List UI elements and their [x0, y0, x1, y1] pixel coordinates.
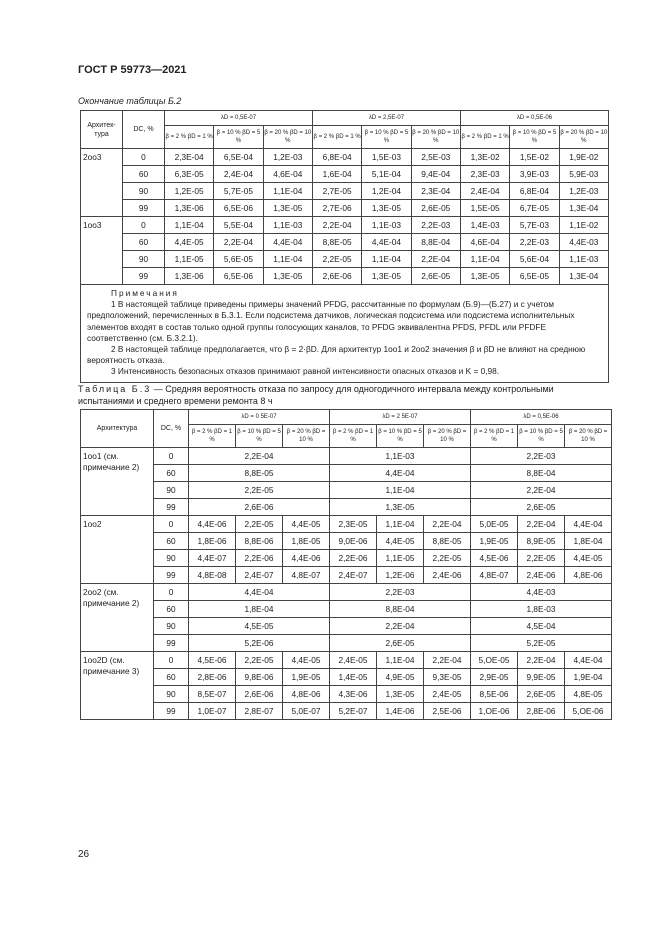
value-cell: 1,8E-04 [565, 533, 612, 550]
value-cell: 9,4E-04 [411, 166, 460, 183]
value-cell: 1,3E-06 [164, 200, 213, 217]
table2-caption [78, 383, 608, 407]
beta-header: β = 20 % βD = 10 % [263, 126, 312, 149]
value-cell: 1,1E-04 [263, 183, 312, 200]
value-cell: 2,2E-04 [330, 618, 471, 635]
value-cell: 2,6E-06 [312, 268, 361, 285]
value-cell: 5,7E-05 [214, 183, 263, 200]
value-cell: 2,4E-04 [460, 183, 509, 200]
value-cell: 2,2E-06 [236, 550, 283, 567]
value-cell: 1,2E-05 [164, 183, 213, 200]
value-cell: 2,2E-04 [518, 516, 565, 533]
value-cell: 3,9E-03 [510, 166, 559, 183]
value-cell: 1,1E-03 [330, 448, 471, 465]
dc-cell: 90 [154, 686, 189, 703]
value-cell: 1,3E-05 [330, 499, 471, 516]
value-cell: 2,2E-06 [330, 550, 377, 567]
table-row [81, 567, 612, 584]
notes-cell [81, 285, 609, 383]
value-cell: 2,2E-03 [411, 217, 460, 234]
value-cell: 8,8E-05 [189, 465, 330, 482]
table-row [81, 669, 612, 686]
dc-cell: 99 [122, 200, 164, 217]
table-row [81, 217, 609, 234]
value-cell: 4,8E-06 [283, 686, 330, 703]
value-cell: 2,5E-03 [411, 149, 460, 166]
value-cell: 2,2E-04 [471, 482, 612, 499]
architecture-cell: 1oo1 (см. примечание 2) [81, 448, 154, 516]
value-cell: 2,4E-06 [518, 567, 565, 584]
value-cell: 1,3E-05 [263, 268, 312, 285]
value-cell: 1,2E-03 [263, 149, 312, 166]
value-cell: 1,1E-04 [330, 482, 471, 499]
page-number: 26 [78, 849, 90, 860]
table-row [81, 482, 612, 499]
value-cell: 2,2E-05 [236, 516, 283, 533]
table-row [81, 601, 612, 618]
value-cell: 1,3E-05 [362, 268, 411, 285]
value-cell: 2,2E-04 [424, 516, 471, 533]
dc-cell: 0 [122, 149, 164, 166]
table-row [81, 183, 609, 200]
value-cell: 5,5E-04 [214, 217, 263, 234]
value-cell: 1,3E-05 [460, 268, 509, 285]
dc-cell: 0 [154, 652, 189, 669]
value-cell: 8,9E-05 [518, 533, 565, 550]
column-header-dc: DC, % [122, 111, 164, 149]
value-cell: 1,3E-05 [362, 200, 411, 217]
dc-cell: 90 [154, 482, 189, 499]
dc-cell: 60 [154, 533, 189, 550]
column-header-architecture: Архитектура [81, 410, 154, 448]
value-cell: 8,8E-06 [236, 533, 283, 550]
table-row [81, 635, 612, 652]
value-cell: 5,6E-05 [214, 251, 263, 268]
table-row [81, 550, 612, 567]
value-cell: 2,2E-05 [312, 251, 361, 268]
value-cell: 1,1E-03 [362, 217, 411, 234]
beta-header: β = 20 % βD = 10 % [424, 425, 471, 448]
value-cell: 1,3E-04 [559, 268, 608, 285]
value-cell: 8,8E-04 [471, 465, 612, 482]
lambda-group-header: λD = 0,5E-06 [460, 111, 608, 126]
dc-cell: 90 [154, 618, 189, 635]
beta-header: β = 20 % βD = 10 % [565, 425, 612, 448]
architecture-cell: 1oo2 [81, 516, 154, 584]
value-cell: 4,4E-05 [377, 533, 424, 550]
dc-cell: 99 [154, 499, 189, 516]
table2-caption-text: — Средняя вероятность отказа по запросу для одногодичного интервала между контрольными испытаниями и среднего времени ремонта 8 ч [78, 384, 554, 406]
value-cell: 4,4E-07 [189, 550, 236, 567]
value-cell: 9,9E-05 [518, 669, 565, 686]
value-cell: 4,3E-06 [330, 686, 377, 703]
value-cell: 1,5E-05 [460, 200, 509, 217]
dc-cell: 99 [154, 567, 189, 584]
value-cell: 1,8E-06 [189, 533, 236, 550]
column-header-dc: DC, % [154, 410, 189, 448]
value-cell: 4,4E-03 [559, 234, 608, 251]
table-row [81, 499, 612, 516]
dc-cell: 99 [154, 635, 189, 652]
value-cell: 2,6E-05 [330, 635, 471, 652]
value-cell: 2,2E-05 [424, 550, 471, 567]
beta-header: β = 10 % βD = 5 % [510, 126, 559, 149]
value-cell: 4,4E-04 [565, 516, 612, 533]
value-cell: 1,1E-05 [377, 550, 424, 567]
value-cell: 2,6E-06 [236, 686, 283, 703]
beta-header: β = 2 % βD = 1 % [460, 126, 509, 149]
value-cell: 1,5E-03 [362, 149, 411, 166]
beta-header: β = 2 % βD = 1 % [189, 425, 236, 448]
value-cell: 9,0E-06 [330, 533, 377, 550]
value-cell: 1,4E-05 [330, 669, 377, 686]
value-cell: 2,4E-07 [330, 567, 377, 584]
value-cell: 1,2E-06 [377, 567, 424, 584]
value-cell: 4,8E-06 [565, 567, 612, 584]
beta-header: β = 10 % βD = 5 % [377, 425, 424, 448]
beta-header: β = 20 % βD = 10 % [283, 425, 330, 448]
value-cell: 1,1E-03 [559, 251, 608, 268]
dc-cell: 60 [154, 465, 189, 482]
column-header-architecture: Архитек-тура [81, 111, 123, 149]
value-cell: 4,8E-08 [189, 567, 236, 584]
value-cell: 4,5E-06 [471, 550, 518, 567]
dc-cell: 90 [122, 251, 164, 268]
value-cell: 5,7E-03 [510, 217, 559, 234]
value-cell: 5,2E-06 [189, 635, 330, 652]
table-row [81, 686, 612, 703]
value-cell: 2,2E-05 [236, 652, 283, 669]
value-cell: 9,3E-05 [424, 669, 471, 686]
architecture-cell: 1oo2D (см. примечание 3) [81, 652, 154, 720]
table-row [81, 234, 609, 251]
value-cell: 8,5E-06 [471, 686, 518, 703]
value-cell: 2,5E-06 [424, 703, 471, 720]
dc-cell: 99 [122, 268, 164, 285]
notes-title: Примечания [111, 288, 179, 298]
value-cell: 4,4E-05 [283, 516, 330, 533]
value-cell: 4,4E-04 [330, 465, 471, 482]
beta-header: β = 10 % βD = 5 % [518, 425, 565, 448]
value-cell: 4,4E-04 [263, 234, 312, 251]
lambda-group-header: λD = 0,5E-07 [164, 111, 312, 126]
value-cell: 5,6E-04 [510, 251, 559, 268]
dc-cell: 99 [154, 703, 189, 720]
lambda-group-header: λD = 0 5E-07 [189, 410, 330, 425]
lambda-group-header: λD = 0,5E-06 [471, 410, 612, 425]
value-cell: 1,8E-03 [471, 601, 612, 618]
architecture-cell: 1oo3 [81, 217, 123, 285]
value-cell: 1,1E-04 [263, 251, 312, 268]
lambda-group-header: λD = 2,5E-07 [312, 111, 460, 126]
dc-cell: 60 [122, 234, 164, 251]
note-text: 2 В настоящей таблице предполагается, что β = 2·βD. Для архитектур 1oo1 и 2oo2 значения β и βD не влияют на среднюю вероятность отказа. [87, 344, 586, 366]
value-cell: 4,4E-06 [189, 516, 236, 533]
value-cell: 2,2E-05 [189, 482, 330, 499]
value-cell: 2,6E-05 [518, 686, 565, 703]
value-cell: 1,2E-03 [559, 183, 608, 200]
table-row [81, 533, 612, 550]
dc-cell: 90 [154, 550, 189, 567]
architecture-cell: 2oo3 [81, 149, 123, 217]
value-cell: 2,2E-04 [312, 217, 361, 234]
table-row [81, 166, 609, 183]
value-cell: 2,6E-05 [411, 200, 460, 217]
value-cell: 5,1E-04 [362, 166, 411, 183]
value-cell: 1,OE-06 [471, 703, 518, 720]
value-cell: 5,9E-03 [559, 166, 608, 183]
value-cell: 1,3E-05 [377, 686, 424, 703]
value-cell: 4,4E-05 [283, 652, 330, 669]
dc-cell: 60 [154, 601, 189, 618]
value-cell: 2,4E-04 [214, 166, 263, 183]
beta-header: β = 10 % βD = 5 % [214, 126, 263, 149]
value-cell: 1,8E-05 [283, 533, 330, 550]
value-cell: 1,1E-03 [263, 217, 312, 234]
value-cell: 2,7E-05 [312, 183, 361, 200]
beta-header: β = 20 % βD = 10 % [559, 126, 608, 149]
value-cell: 2,8E-07 [236, 703, 283, 720]
value-cell: 4,8E-07 [471, 567, 518, 584]
value-cell: 1,9E-04 [565, 669, 612, 686]
value-cell: 1,9E-02 [559, 149, 608, 166]
table-row [81, 200, 609, 217]
table2-caption-label: Таблица Б.3 [78, 384, 152, 394]
value-cell: 4,5E-04 [471, 618, 612, 635]
value-cell: 2,2E-04 [424, 652, 471, 669]
value-cell: 2,2E-04 [189, 448, 330, 465]
value-cell: 4,6E-04 [263, 166, 312, 183]
value-cell: 4,4E-04 [189, 584, 330, 601]
value-cell: 2,3E-04 [411, 183, 460, 200]
value-cell: 2,3E-04 [164, 149, 213, 166]
value-cell: 2,6E-05 [471, 499, 612, 516]
value-cell: 6,5E-05 [510, 268, 559, 285]
beta-header: β = 10 % βD = 5 % [236, 425, 283, 448]
note-text: 1 В настоящей таблице приведены примеры значений PFDG, рассчитанные по формулам (Б.9)—(Б.27) и с учетом предположений, перечисленных в Б.3.1. Если подсистема датчиков, логическая подсистема или подсистема исполнительных элементов входят в состав только одной группы голосующих каналов, то PFDG эквивалентна PFDS, PFDL или PFDFE соответственно (см. Б.3.2.1). [87, 299, 575, 343]
value-cell: 8,8E-04 [411, 234, 460, 251]
value-cell: 1,8E-04 [189, 601, 330, 618]
value-cell: 1,4E-06 [377, 703, 424, 720]
value-cell: 1,3E-05 [263, 200, 312, 217]
value-cell: 2,3E-03 [460, 166, 509, 183]
header-row [81, 111, 609, 126]
value-cell: 6,8E-04 [510, 183, 559, 200]
value-cell: 4,8E-07 [283, 567, 330, 584]
value-cell: 2,8E-06 [518, 703, 565, 720]
value-cell: 1,1E-04 [362, 251, 411, 268]
value-cell: 5,0E-05 [471, 516, 518, 533]
value-cell: 4,4E-04 [362, 234, 411, 251]
value-cell: 2,3E-05 [330, 516, 377, 533]
beta-header: β = 10 % βD = 5 % [362, 126, 411, 149]
value-cell: 6,3E-05 [164, 166, 213, 183]
dc-cell: 0 [154, 516, 189, 533]
value-cell: 2,6E-06 [189, 499, 330, 516]
value-cell: 4,9E-05 [377, 669, 424, 686]
value-cell: 5,OE-05 [471, 652, 518, 669]
value-cell: 1,6E-04 [312, 166, 361, 183]
dc-cell: 0 [154, 448, 189, 465]
value-cell: 2,9E-05 [471, 669, 518, 686]
value-cell: 6,5E-04 [214, 149, 263, 166]
value-cell: 2,7E-06 [312, 200, 361, 217]
value-cell: 4,6E-04 [460, 234, 509, 251]
value-cell: 1,1E-05 [164, 251, 213, 268]
value-cell: 6,5E-06 [214, 268, 263, 285]
value-cell: 8,8E-04 [330, 601, 471, 618]
value-cell: 4,5E-06 [189, 652, 236, 669]
value-cell: 2,2E-04 [518, 652, 565, 669]
beta-header: β = 2 % βD = 1 % [312, 126, 361, 149]
table-row [81, 149, 609, 166]
table1-caption: Окончание таблицы Б.2 [78, 96, 182, 106]
value-cell: 6,5E-06 [214, 200, 263, 217]
value-cell: 2,4E-05 [330, 652, 377, 669]
value-cell: 2,8E-06 [189, 669, 236, 686]
value-cell: 1,1E-04 [460, 251, 509, 268]
value-cell: 1,1E-02 [559, 217, 608, 234]
note-text: 3 Интенсивность безопасных отказов принимают равной интенсивности опасных отказов и K = 0,98. [111, 366, 500, 377]
value-cell: 1,3E-02 [460, 149, 509, 166]
dc-cell: 0 [122, 217, 164, 234]
value-cell: 1,3E-06 [164, 268, 213, 285]
notes-row [81, 285, 609, 383]
dc-cell: 0 [154, 584, 189, 601]
header-row [81, 410, 612, 425]
value-cell: 4,4E-05 [565, 550, 612, 567]
value-cell: 2,6E-05 [411, 268, 460, 285]
value-cell: 2,2E-03 [471, 448, 612, 465]
value-cell: 4,4E-03 [471, 584, 612, 601]
dc-cell: 60 [122, 166, 164, 183]
value-cell: 4,8E-05 [565, 686, 612, 703]
value-cell: 1,3E-04 [559, 200, 608, 217]
value-cell: 2,2E-04 [214, 234, 263, 251]
table-b2-end [80, 110, 609, 383]
value-cell: 4,4E-06 [283, 550, 330, 567]
value-cell: 8,8E-05 [424, 533, 471, 550]
value-cell: 9,8E-06 [236, 669, 283, 686]
value-cell: 2,2E-05 [518, 550, 565, 567]
value-cell: 4,5E-05 [189, 618, 330, 635]
value-cell: 1,1E-04 [377, 516, 424, 533]
value-cell: 2,4E-07 [236, 567, 283, 584]
value-cell: 8,8E-05 [312, 234, 361, 251]
value-cell: 1,2E-04 [362, 183, 411, 200]
value-cell: 1,9E-05 [471, 533, 518, 550]
lambda-group-header: λD = 2 5E-07 [330, 410, 471, 425]
table-row [81, 703, 612, 720]
table-b3 [80, 409, 612, 720]
value-cell: 1,9E-05 [283, 669, 330, 686]
table-row [81, 251, 609, 268]
value-cell: 6,7E-05 [510, 200, 559, 217]
table-row [81, 618, 612, 635]
value-cell: 1,1E-04 [164, 217, 213, 234]
value-cell: 2,2E-03 [330, 584, 471, 601]
value-cell: 5,0E-07 [283, 703, 330, 720]
value-cell: 4,4E-05 [164, 234, 213, 251]
value-cell: 1,5E-02 [510, 149, 559, 166]
value-cell: 8,5E-07 [189, 686, 236, 703]
table-row [81, 268, 609, 285]
value-cell: 1,4E-03 [460, 217, 509, 234]
value-cell: 5,2E-07 [330, 703, 377, 720]
value-cell: 2,2E-04 [411, 251, 460, 268]
value-cell: 5,2E-05 [471, 635, 612, 652]
table-row [81, 448, 612, 465]
beta-header: β = 20 % βD = 10 % [411, 126, 460, 149]
beta-header: β = 2 % βD = 1 % [471, 425, 518, 448]
beta-header: β = 2 % βD = 1 % [164, 126, 213, 149]
value-cell: 1,0E-07 [189, 703, 236, 720]
table-row [81, 652, 612, 669]
value-cell: 4,4E-04 [565, 652, 612, 669]
beta-header: β = 2 % βD = 1 % [330, 425, 377, 448]
table-row [81, 584, 612, 601]
value-cell: 2,4E-05 [424, 686, 471, 703]
value-cell: 2,4E-06 [424, 567, 471, 584]
dc-cell: 90 [122, 183, 164, 200]
value-cell: 1,1E-04 [377, 652, 424, 669]
document-header: ГОСТ Р 59773—2021 [78, 64, 187, 76]
table-row [81, 465, 612, 482]
architecture-cell: 2oo2 (см. примечание 2) [81, 584, 154, 652]
table-row [81, 516, 612, 533]
value-cell: 2,2E-03 [510, 234, 559, 251]
dc-cell: 60 [154, 669, 189, 686]
value-cell: 6,8E-04 [312, 149, 361, 166]
value-cell: 5,OE-06 [565, 703, 612, 720]
